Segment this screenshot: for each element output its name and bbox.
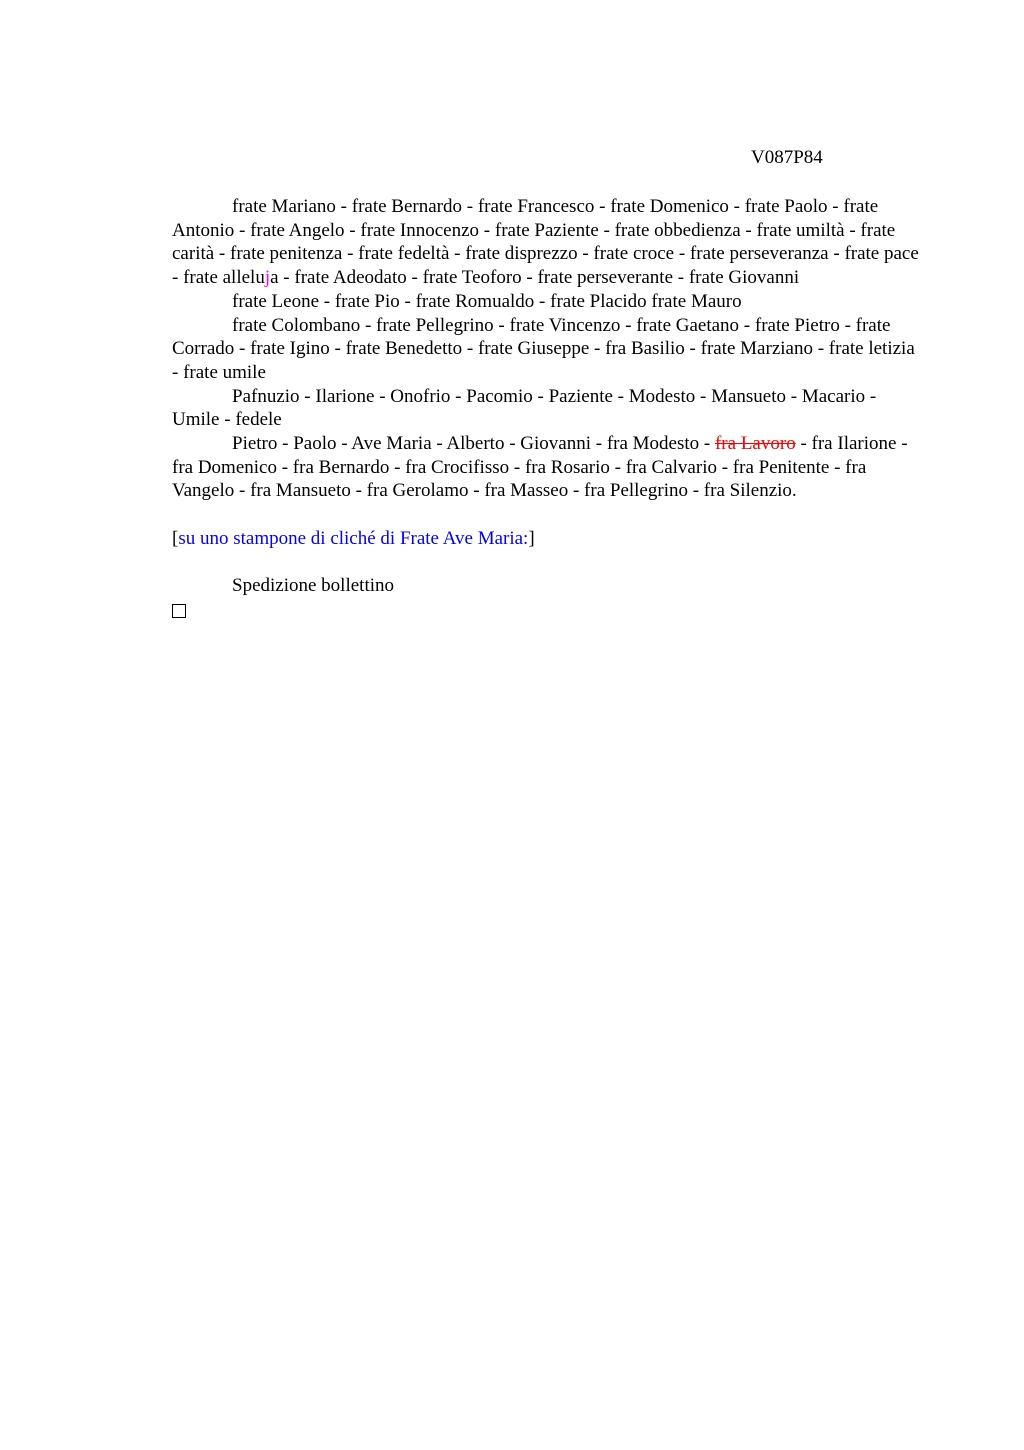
paragraph-names: Pafnuzio - Ilarione - Onofrio - Pacomio - Paziente - Modesto - Mansueto - Macario - Umile - fedele: [172, 385, 877, 431]
paragraph-text: - fra Ilarione - fra Domenico - fra Bernardo - fra Crocifisso - fra Rosario - fra Calvario - fra Penitente - fra Vangelo - fra Mansueto - fra Gerolamo - fra Masseo - fra Pellegrino - fra Silenzio.: [172, 433, 908, 502]
marked-letter: j: [264, 267, 271, 289]
paragraph-friars-2: frate Leone - frate Pio - frate Romualdo - frate Placido frate Mauro: [232, 290, 742, 312]
note-bracket-open: [: [172, 527, 179, 549]
checkbox-square-icon: [172, 604, 186, 618]
page-id: V087P84: [751, 147, 823, 168]
shipping-label: Spedizione bollettino: [232, 575, 395, 597]
struck-correction: fra Lavoro: [714, 433, 796, 455]
paragraph-text: Pietro - Paolo - Ave Maria - Alberto - Giovanni - fra Modesto -: [232, 433, 715, 455]
note-bracket-close: ]: [528, 527, 535, 549]
paragraph-text: frate Mariano - frate Bernardo - frate Francesco - frate Domenico - frate Paolo - frate Antonio - frate Angelo - frate Innocenzo - frate Paziente - frate obbedienza - frate umiltà - frate carità - frate penitenza - frate fedeltà - frate disprezzo - frate croce - frate perseveranza - frate pace - frate allelu: [172, 196, 919, 289]
editorial-note: [172, 527, 924, 551]
paragraph-friars-4: [172, 432, 924, 503]
document-body: [172, 195, 924, 618]
paragraph-friars-3: frate Colombano - frate Pellegrino - frate Vincenzo - frate Gaetano - frate Pietro - frate Corrado - frate Igino - frate Benedetto - frate Giuseppe - fra Basilio - frate Marziano - frate letizia - frate umile: [172, 314, 915, 383]
note-text: su uno stampone di cliché di Frate Ave Maria:: [178, 527, 529, 549]
paragraph-friars-1: [172, 195, 924, 290]
paragraph-text: a - frate Adeodato - frate Teoforo - frate perseverante - frate Giovanni: [270, 267, 800, 289]
